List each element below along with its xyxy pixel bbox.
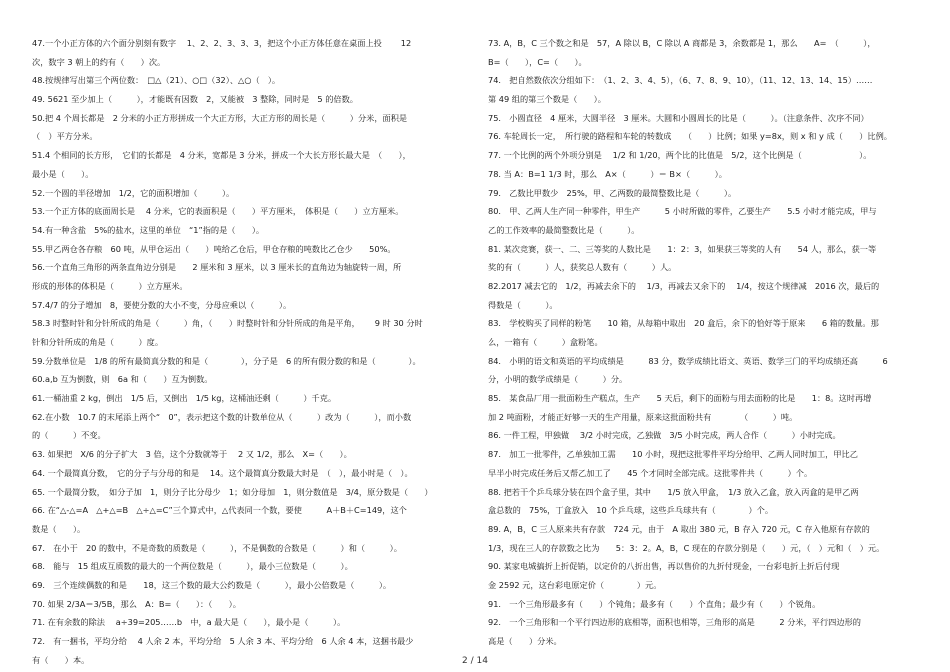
question-line: 63. 如果把 X/6 的分子扩大 3 倍，这个分数就等于 2 又 1/2，那么 X=（ ）。 <box>32 449 352 460</box>
question-line: 形成的形体的体积是（ ）立方厘米。 <box>32 280 188 291</box>
question-line: 83. 学校购买了同样的粉笔 10 箱，从每箱中取出 20 盒后，余下的恰好等于原来 6 箱的数量。那 <box>488 318 879 329</box>
question-line: 82.2017 减去它的 1/2，再减去余下的 1/3，再减去又余下的 1/4，按这个规律减 2016 次，最后的 <box>488 280 880 291</box>
question-line: 79. 乙数比甲数少 25%，甲、乙两数的最简整数比是（ ）。 <box>488 187 737 198</box>
question-line: 87. 加工一批零件，乙单独加工需 10 小时，现把这批零件平均分给甲、乙两人同时加工，甲比乙 <box>488 449 858 460</box>
question-line: 67. 在小于 20 的数中，不是奇数的质数是（ ），不是偶数的合数是（ ）和（ ）。 <box>32 542 402 553</box>
question-line: 48.按规律写出第三个两位数： □△（21）、○□（32）、△○（ ）。 <box>32 75 281 86</box>
question-line: 最小是（ ）。 <box>32 168 94 179</box>
question-line: 76. 车轮周长一定， 所行驶的路程和车轮的转数成 （ ）比例；如果 y=8x，则 x 和 y 成（ ）比例。 <box>488 131 892 142</box>
question-line: 盒总数的 75%，丁盒放入 10 个乒乓球，这些乒乓球共有（ ）个。 <box>488 505 774 516</box>
question-line: 51.4 个相同的长方形， 它们的长都是 4 分米，宽都是 3 分米，拼成一个大长方形长最大是 （ ）， <box>32 150 411 161</box>
question-line: 次，数字 3 朝上的约有（ ）次。 <box>32 56 166 67</box>
question-line: 有（ ）本。 <box>32 654 90 665</box>
question-line: 88. 把若干个乒乓球分装在四个盒子里，其中 1/5 放入甲盒， 1/3 放入乙盒，放入丙盒的是甲乙两 <box>488 486 859 497</box>
question-line: 59.分数单位是 1/8 的所有最简真分数的和是（ ），分子是 6 的所有假分数的和是（ ）。 <box>32 355 421 366</box>
left-column <box>32 34 464 669</box>
question-line: 70. 如果 2/3A＝3/5B，那么 A：B=（ ）：（ ）。 <box>32 598 241 609</box>
question-line: 高是（ ）分米。 <box>488 636 562 646</box>
question-line: 奖的有（ ）人，获奖总人数有（ ）人。 <box>488 262 677 273</box>
question-line: 早半小时完成任务后又帮乙加工了 45 个才同时全部完成。这批零件共（ ）个。 <box>488 467 813 478</box>
question-line: 第 49 组的第三个数是（ ）。 <box>488 94 606 105</box>
question-line: 74. 把自然数依次分组如下： （1、2、3、4、5），（6、7、8、9、10），（11、12、13、14、15）…… <box>488 75 873 86</box>
question-line: 72. 有一捆书，平均分给 4 人余 2 本，平均分给 5 人余 3 本、平均分给 6 人余 4 本，这捆书最少 <box>32 636 414 646</box>
question-line: 64. 一个最简真分数， 它的分子与分母的和是 14。这个最简真分数最大时是 （ ），最小时是（ ）。 <box>32 467 413 478</box>
question-line: 得数是（ ）。 <box>488 299 558 310</box>
question-line: 针和分针所成的角是（ ）度。 <box>32 337 164 347</box>
page-number: 2 / 14 <box>462 656 488 666</box>
question-line: 61.一桶油重 2 kg，倒出 1/5 后，又倒出 1/5 kg，这桶油还剩（ ）千克。 <box>32 393 337 404</box>
question-line: 78. 当 A：B=1 1/3 时，那么 A×（ ）＝ B×（ ）。 <box>488 168 727 179</box>
question-line: 69. 三个连续偶数的和是 18，这三个数的最大公约数是（ ），最小公倍数是（ ）。 <box>32 579 392 590</box>
question-line: 的（ ）不变。 <box>32 430 106 441</box>
question-line: 91. 一个三角形最多有（ ）个钝角；最多有（ ）个直角；最少有（ ）个锐角。 <box>488 598 821 609</box>
question-line: 84. 小明的语文和英语的平均成绩是 83 分，数学成绩比语文、英语、数学三门的平均成绩还高 6 <box>488 355 888 366</box>
question-line: 54.有一种含盐 5%的盐水，这里的单位 “1”指的是（ ）。 <box>32 224 265 235</box>
question-line: 49. 5621 至少加上（ ），才能既有因数 2，又能被 3 整除，同时是 5 的倍数。 <box>32 94 358 105</box>
question-line: 92. 一个三角形和一个平行四边形的底相等，面积也相等，三角形的高是 2 分米，平行四边形的 <box>488 617 861 628</box>
question-line: 53.一个正方体的底面周长是 4 分米，它的表面积是（ ）平方厘米， 体积是（ ）立方厘米。 <box>32 206 404 217</box>
question-line: B=（ ），C=（ ）。 <box>488 56 587 67</box>
question-line: 71. 在有余数的除法 a÷39=205……b 中，a 最大是（ ），最小是（ ）。 <box>32 617 346 628</box>
question-line: 乙的工作效率的最简整数比是（ ）。 <box>488 224 640 235</box>
question-line: 68. 能与 15 组成互质数的最大的一个两位数是（ ），最小三位数是（ ）。 <box>32 561 353 572</box>
question-line: 52.一个圆的半径增加 1/2，它的面积增加（ ）。 <box>32 187 235 198</box>
question-line: 86. 一件工程，甲独做 3/2 小时完成，乙独做 3/5 小时完成，两人合作（ ）小时完成。 <box>488 430 841 441</box>
question-line: 58.3 时整时针和分针所成的角是（ ）角，（ ）时整时针和分针所成的角是平角， 9 时 30 分时 <box>32 318 423 329</box>
question-line: 89. A，B，C 三人原来共有存款 724 元，由于 A 取出 380 元，B 存入 720 元，C 存入他原有存款的 <box>488 523 870 534</box>
question-line: 66. 在“△-△=A △+△=B △÷△=C”三个算式中，△代表同一个数，要使 A＋B＋C=149，这个 <box>32 505 407 516</box>
question-line: 81. 某次竞赛，获一、二、三等奖的人数比是 1：2：3，如果获三等奖的人有 54 人，那么，获一等 <box>488 243 877 254</box>
question-line: 75. 小圆直径 4 厘米，大圆半径 3 厘米。大圆和小圆周长的比是（ ）。（注意条件、次序不同） <box>488 112 869 123</box>
question-line: 1/3，现在三人的存款数之比为 5：3：2。A，B，C 现在的存款分别是（ ）元，（ ）元和（ ）元。 <box>488 542 885 553</box>
question-line: 62.在小数 10.7 的末尾添上两个“ 0”，表示把这个数的计数单位从（ ）改为（ ），而小数 <box>32 411 412 422</box>
question-line: 50.把 4 个周长都是 2 分米的小正方形拼成一个大正方形，大正方形的周长是（ ）分米，面积是 <box>32 112 408 123</box>
question-line: 56.一个直角三角形的两条直角边分别是 2 厘米和 3 厘米，以 3 厘米长的直角边为轴旋转一周，所 <box>32 262 402 273</box>
question-line: 90. 某家电城搞折上折促销，以定价的八折出售，再以售价的九折付现金，一台彩电折上折后付现 <box>488 561 840 572</box>
question-line: 分，小明的数学成绩是（ ）分。 <box>488 374 628 385</box>
question-line: 65. 一个最简分数， 如分子加 1，则分子比分母少 1；如分母加 1，则分数值是 3/4，原分数是（ ） <box>32 486 433 497</box>
question-line: 85. 某食品厂用一批面粉生产糕点，生产 5 天后，剩下的面粉与用去面粉的比是 1：8。这时再增 <box>488 393 872 404</box>
question-line: 60.a,b 互为倒数，则 6a 和（ ）互为倒数。 <box>32 374 213 385</box>
question-line: （ ）平方分米。 <box>32 131 98 142</box>
right-column <box>488 34 920 651</box>
question-line: 加 2 吨面粉，才能正好够一天的生产用量，原来这批面粉共有 （ ）吨。 <box>488 411 798 422</box>
question-line: 数是（ ）。 <box>32 523 86 534</box>
question-line: 80. 甲、乙两人生产同一种零件，甲生产 5 小时所做的零件，乙要生产 5.5 小时才能完成，甲与 <box>488 206 877 217</box>
question-line: 55.甲乙两仓各存粮 60 吨，从甲仓运出（ ）吨给乙仓后，甲仓存粮的吨数比乙仓少 50%。 <box>32 243 396 254</box>
question-line: 77. 一个比例的两个外项分别是 1/2 和 1/20，两个比的比值是 5/2，这个比例是（ ）。 <box>488 150 872 161</box>
question-line: 金 2592 元，这台彩电原定价（ ）元。 <box>488 579 662 590</box>
question-line: 么，一箱有（ ）盒粉笔。 <box>488 337 603 347</box>
question-line: 73. A，B，C 三个数之和是 57，A 除以 B，C 除以 A 商都是 3，余数都是 1，那么 A= （ ）， <box>488 38 876 48</box>
question-line: 57.4/7 的分子增加 8，要使分数的大小不变，分母应乘以（ ）。 <box>32 299 292 310</box>
question-line: 47.一个小正方体的六个面分别刻有数字 1、2、2、3、3、3，把这个小正方体任意在桌面上投 12 <box>32 38 412 48</box>
